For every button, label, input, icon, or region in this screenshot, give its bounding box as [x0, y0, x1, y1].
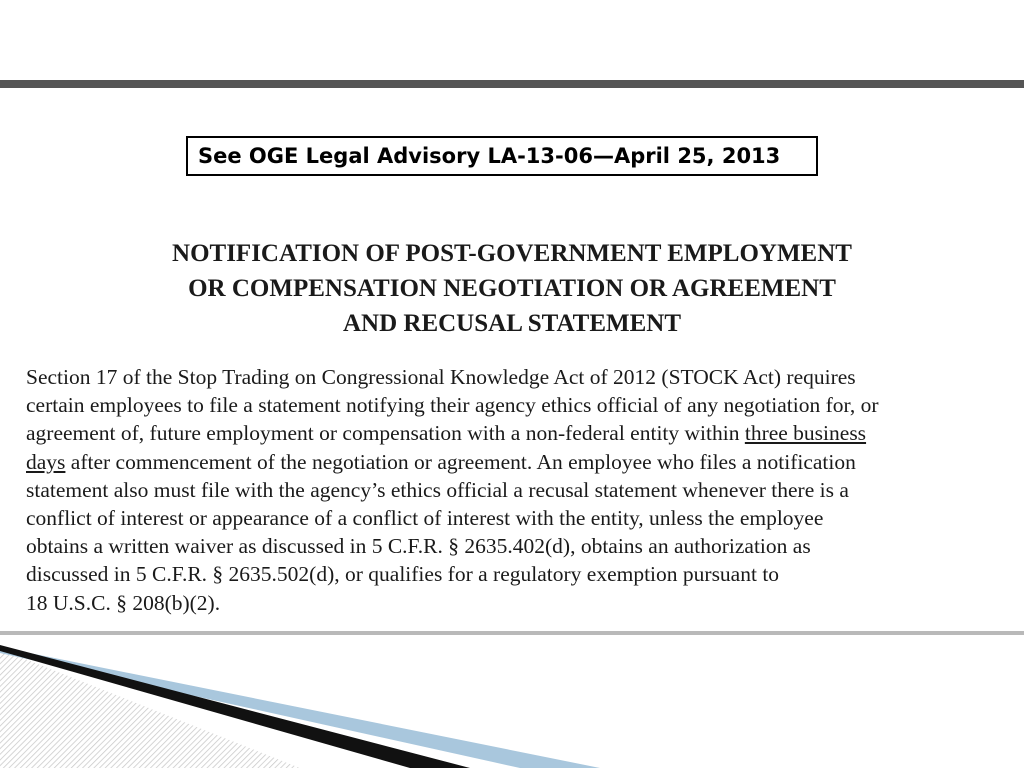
document-paragraph — [26, 363, 996, 617]
underlined-deadline-text: three business — [744, 421, 867, 446]
paragraph-text: after commencement of the negotiation or agreement. An employee who files a notification — [65, 449, 856, 474]
document-title-line: AND RECUSAL STATEMENT — [342, 310, 682, 337]
underlined-deadline-text: days — [26, 449, 66, 474]
paragraph-line: obtains a written waiver as discussed in 5 C.F.R. § 2635.402(d), obtains an authorization as — [26, 534, 811, 559]
document-excerpt — [0, 230, 1024, 630]
paragraph-line: statement also must file with the agency’s ethics official a recusal statement whenever there is a — [26, 477, 849, 502]
paragraph-line: discussed in 5 C.F.R. § 2635.502(d), or qualifies for a regulatory exemption pursuant to — [26, 562, 780, 587]
paragraph-line — [26, 448, 996, 476]
top-divider-bar — [0, 80, 1024, 88]
document-title — [0, 236, 1024, 341]
decorative-corner-graphic — [0, 635, 1024, 768]
legal-advisory-callout: See OGE Legal Advisory LA-13-06—April 25, 2013 — [186, 136, 818, 176]
paragraph-line: Section 17 of the Stop Trading on Congressional Knowledge Act of 2012 (STOCK Act) requires — [26, 365, 856, 389]
paragraph-line: conflict of interest or appearance of a conflict of interest with the entity, unless the employee — [26, 506, 824, 531]
paragraph-line: certain employees to file a statement notifying their agency ethics official of any negotiation for, or — [26, 393, 879, 418]
paragraph-line: 18 U.S.C. § 208(b)(2). — [26, 590, 221, 615]
paragraph-line — [26, 419, 996, 447]
document-title-line: NOTIFICATION OF POST-GOVERNMENT EMPLOYMENT — [172, 240, 852, 267]
paragraph-text: agreement of, future employment or compensation with a non-federal entity within — [26, 421, 745, 446]
document-title-line: OR COMPENSATION NEGOTIATION OR AGREEMENT — [188, 275, 836, 302]
